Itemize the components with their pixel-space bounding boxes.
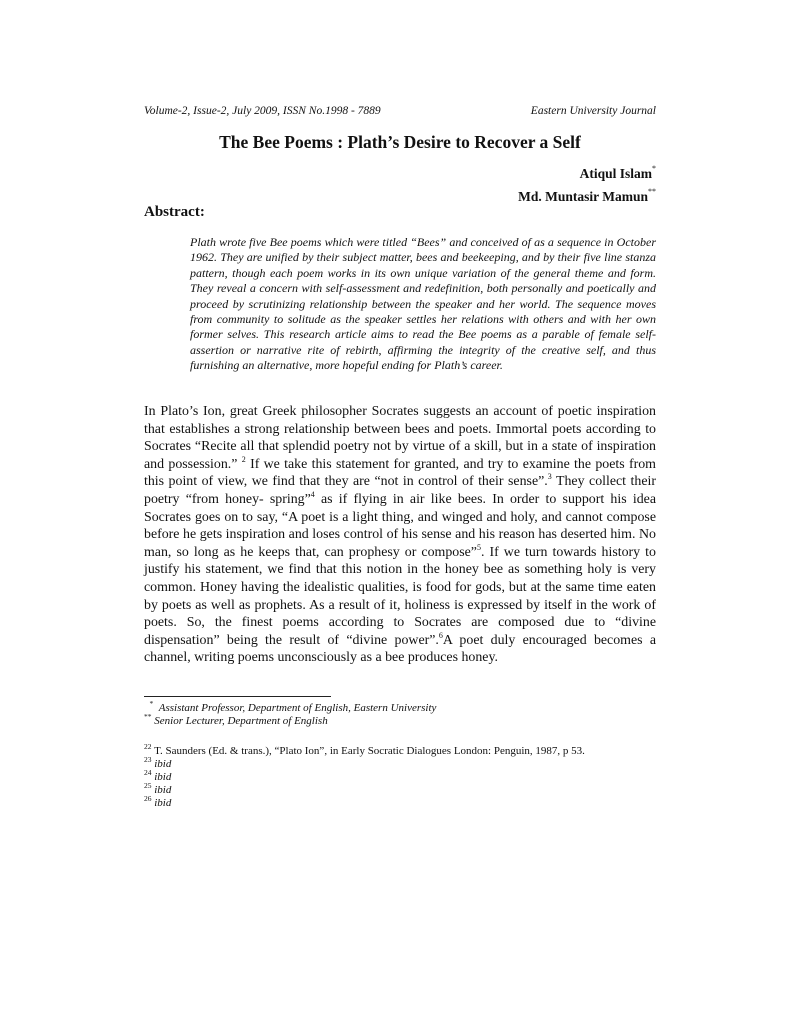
footnote-reference: 3: [547, 472, 552, 482]
footnote-number: 24: [144, 768, 152, 777]
author-2: [518, 183, 656, 206]
footnote-number: 26: [144, 794, 152, 803]
body-text-segment: They collect their poetry “from honey- spring”: [144, 474, 656, 507]
footnote-divider: [144, 696, 331, 697]
footnote-mark: *: [149, 699, 154, 708]
footnote-affiliation: [144, 712, 656, 728]
footnote-text: Assistant Professor, Department of English, Eastern University: [158, 702, 437, 714]
body-text-segment: . If we turn towards history to justify his statement, we find that this notion in the honey bee as something holy is very common. Honey having the idealistic qualities, is food for gods, but at the same time eaten by poets as well as prophets. As a result of it, holiness is expressed by itself in the work of poets. So, the finest poems according to Socrates are composed due to “divine dispensation” being the result of “divine power”.: [144, 544, 656, 648]
footnote-number: 23: [144, 755, 152, 764]
author-name: Atiqul Islam: [579, 166, 652, 181]
body-paragraph: [144, 403, 656, 667]
footnote-text: ibid: [154, 784, 172, 796]
body-text-segment: A poet duly encouraged becomes a channel, writing poems unconsciously as a bee produces honey.: [144, 632, 656, 666]
author-1: [518, 160, 656, 183]
body-text-segment: If we take this statement for granted, and try to examine the poets from this point of view, we find that they are “not in control of their sense”.: [144, 456, 656, 490]
abstract-text: Plath wrote five Bee poems which were titled “Bees” and conceived of as a sequence in October 1962. They are unified by their subject matter, bees and beekeeping, and by their five line stanza pattern, though each poem works in its own unique variation of the general theme and form. They reveal a concern with self-assessment and redefinition, both personally and poetically and proceed by scrutinizing relationship between the speaker and her world. The sequence moves from community to solitude as the speaker settles her relations with others and with her own former selves. This research article aims to read the Bee poems as a parable of female self-assertion or narrative rite of rebirth, affirming the integrity of the creative self, and thus furnishing an alternative, more hopeful ending for Plath’s career.: [190, 235, 656, 373]
author-name: Md. Muntasir Mamun: [518, 189, 648, 204]
footnote-reference: 2: [241, 454, 246, 464]
footnote-number: 25: [144, 781, 152, 790]
footnote-text: ibid: [154, 758, 172, 770]
journal-name: Eastern University Journal: [530, 105, 656, 117]
author-list: [518, 160, 656, 206]
footnote-reference: 4: [310, 489, 315, 499]
footnote-text: T. Saunders (Ed. & trans.), “Plato Ion”, in Early Socratic Dialogues London: Penguin, 1987, p 53.: [154, 745, 585, 757]
footnote-reference-entry: [144, 794, 656, 810]
running-header: [144, 104, 656, 118]
footnote-reference-entry: [144, 742, 656, 758]
body-text-segment: as if flying in air like bees. In order to support his idea Socrates goes on to say, “A poet is a light thing, and winged and holy, and cannot compose before he gets inspiration and loses control of his sense and his reason has deserted him. No man, so long as he keeps that, can prophesy or compose”: [144, 491, 656, 560]
footnote-text: ibid: [154, 771, 172, 783]
volume-info: Volume-2, Issue-2, July 2009, ISSN No.1998 - 7889: [144, 105, 381, 117]
footnotes: [144, 699, 656, 810]
footnote-reference-entry: [144, 755, 656, 771]
footnote-number: 22: [144, 742, 152, 751]
footnote-reference: 6: [438, 630, 443, 640]
footnote-text: ibid: [154, 797, 172, 809]
footnote-reference: 5: [476, 542, 481, 552]
footnote-affiliation: [144, 699, 656, 715]
body-text-segment: In Plato’s Ion, great Greek philosopher Socrates suggests an account of poetic inspiration that establishes a strong relationship between bees and poets. Immortal poets according to Socrates “Recite all that splendid poetry not by virtue of a skill, but in a state of inspiration and possession.”: [144, 404, 656, 472]
footnote-mark: **: [144, 712, 152, 721]
author-mark: *: [652, 164, 656, 173]
footnote-reference-entry: [144, 768, 656, 784]
footnote-text: Senior Lecturer, Department of English: [154, 715, 328, 727]
paper-title: The Bee Poems : Plath’s Desire to Recover a Self: [219, 132, 581, 152]
abstract-heading: Abstract:: [144, 204, 205, 220]
author-mark: **: [648, 187, 656, 196]
footnote-reference-entry: [144, 781, 656, 797]
